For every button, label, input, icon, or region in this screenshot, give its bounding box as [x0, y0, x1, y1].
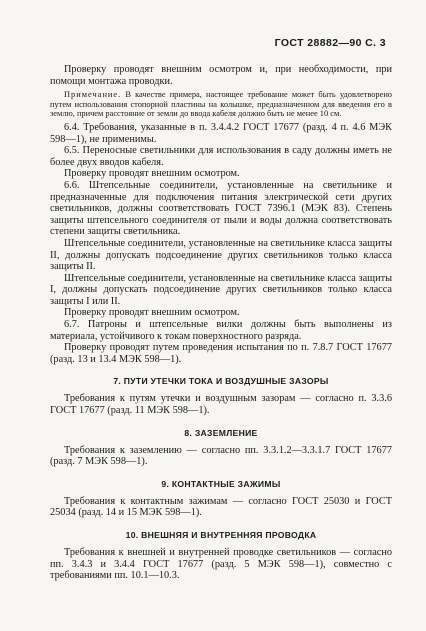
section-heading: 10. ВНЕШНЯЯ И ВНУТРЕННЯЯ ПРОВОДКА	[125, 530, 317, 540]
section-text: Требования к контактным зажимам — согласно ГОСТ 25030 и ГОСТ 25034 (разд. 14 и 15 МЭК 598—1).	[50, 495, 392, 519]
section-heading: 8. ЗАЗЕМЛЕНИЕ	[184, 427, 258, 438]
paragraph: Штепсельные соединители, установленные на светильнике класса защиты II, должны допускать подсоединение других светильников только класса защиты II.	[50, 237, 392, 273]
section-9	[50, 479, 392, 519]
paragraph: Штепсельные соединители, установленные на светильнике класса защиты I, должны допускать подсоединение других светильников только класса защиты I или II.	[50, 272, 392, 307]
paragraph: Проверку проводят внешним осмотром.	[64, 168, 240, 180]
section-heading: 9. КОНТАКТНЫЕ ЗАЖИМЫ	[161, 478, 281, 489]
paragraph: Проверку проводят путем проведения испытания по п. 7.8.7 ГОСТ 17677 (разд. 13 и 13.4 МЭК 598—1).	[50, 342, 392, 365]
paragraph: 6.7. Патроны и штепсельные вилки должны быть выполнены из материала, устойчивого к токам поверхностного разряда.	[50, 319, 392, 342]
note-label: Примечание.	[64, 90, 122, 100]
section-7	[50, 376, 392, 416]
page-header: ГОСТ 28882—90 С. 3	[274, 37, 386, 49]
section-text: Требования к путям утечки и воздушным зазорам — согласно п. 3.3.6 ГОСТ 17677 (разд. 11 МЭК 598—1).	[50, 393, 392, 417]
section-8	[50, 428, 392, 468]
paragraph: Проверку проводят внешним осмотром и, при необходимости, при помощи монтажа проводки.	[50, 64, 392, 87]
section-heading: 7. ПУТИ УТЕЧКИ ТОКА И ВОЗДУШНЫЕ ЗАЗОРЫ	[113, 376, 329, 387]
note-text: В качестве примера, настоящее требование может быть удовлетворено путем использования стопорной пластины на колышке, предназначенном для введения его в землю, причем расстояние от земли до ввода кабеля должно быть не менее 10 см.	[50, 90, 392, 119]
paragraph: 6.6. Штепсельные соединители, установленные на светильнике и предназначенные для подключения питания электрической сети других светильников, должны соответствовать ГОСТ 7396.1 (МЭК 83). Степень защиты штепсельного соединителя от пыли и воды должна соответствовать степени защиты светильника.	[50, 179, 392, 238]
section-text: Требования к заземлению — согласно пп. 3.3.1.2—3.3.1.7 ГОСТ 17677 (разд. 7 МЭК 598—1).	[50, 444, 392, 468]
paragraph: 6.4. Требования, указанные в п. 3.4.4.2 ГОСТ 17677 (разд. 4 п. 4.6 МЭК 598—1), не применимы.	[50, 121, 392, 145]
document-body	[50, 64, 392, 582]
paragraph: Проверку проводят внешним осмотром.	[64, 307, 240, 319]
section-text: Требования к внешней и внутренней проводке светильников — согласно пп. 3.4.3 и 3.4.4 ГОСТ 17677 (разд. 5 МЭК 598—1), совместно с требованиями пп. 10.1—10.3.	[50, 547, 392, 582]
section-10	[50, 530, 392, 582]
note-paragraph	[50, 90, 392, 119]
paragraph: 6.5. Переносные светильники для использования в саду должны иметь не более двух вводов кабеля.	[50, 145, 392, 168]
